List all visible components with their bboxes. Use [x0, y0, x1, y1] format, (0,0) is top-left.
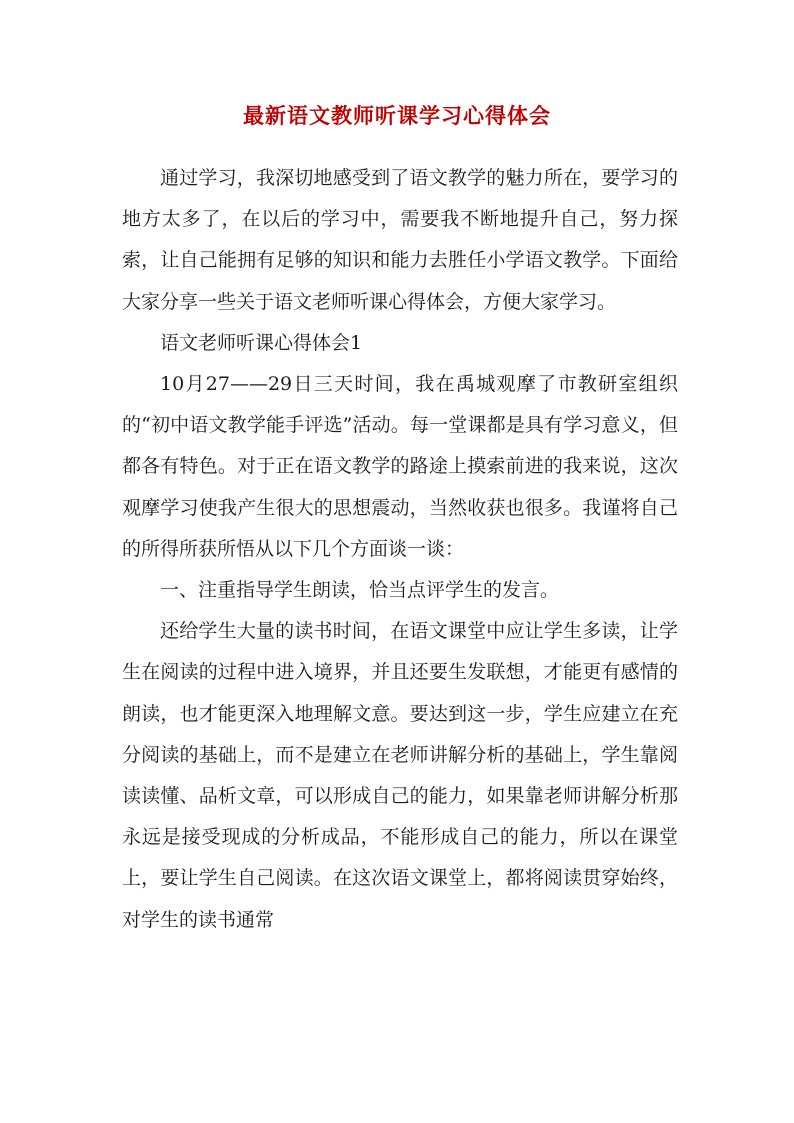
intro-paragraph: 通过学习，我深切地感受到了语文教学的魅力所在，要学习的地方太多了，在以后的学习中，需要我不断地提升自己，努力探索，让自己能拥有足够的知识和能力去胜任小学语文教学。下面给大家分享一些关于语文老师听课心得体会，方便大家学习。	[122, 167, 678, 313]
body-paragraph: 10月27——29日三天时间，我在禹城观摩了市教研室组织的“初中语文教学能手评选”活动。每一堂课都是具有学习意义，但都各有特色。对于正在语文教学的路途上摸索前进的我来说，这次观摩学习使我产生很大的思想震动，当然收获也很多。我谨将自己的所得所获所悟从以下几个方面谈一谈：	[122, 373, 678, 560]
point-heading: 一、注重指导学生朗读，恰当点评学生的发言。	[160, 579, 560, 602]
document-body	[122, 158, 678, 941]
document-title: 最新语文教师听课学习心得体会	[243, 103, 551, 128]
section-heading: 语文老师听课心得体会1	[160, 331, 363, 354]
body-paragraph: 还给学生大量的读书时间，在语文课堂中应让学生多读，让学生在阅读的过程中进入境界，并且还要生发联想，才能更有感情的朗读，也才能更深入地理解文意。要达到这一步，学生应建立在充分阅读的基础上，而不是建立在老师讲解分析的基础上，学生靠阅读读懂、品析文章，可以形成自己的能力，如果靠老师讲解分析那永远是接受现成的分析成品，不能形成自己的能力，所以在课堂上，要让学生自己阅读。在这次语文课堂上，都将阅读贯穿始终，对学生的读书通常	[122, 620, 678, 931]
